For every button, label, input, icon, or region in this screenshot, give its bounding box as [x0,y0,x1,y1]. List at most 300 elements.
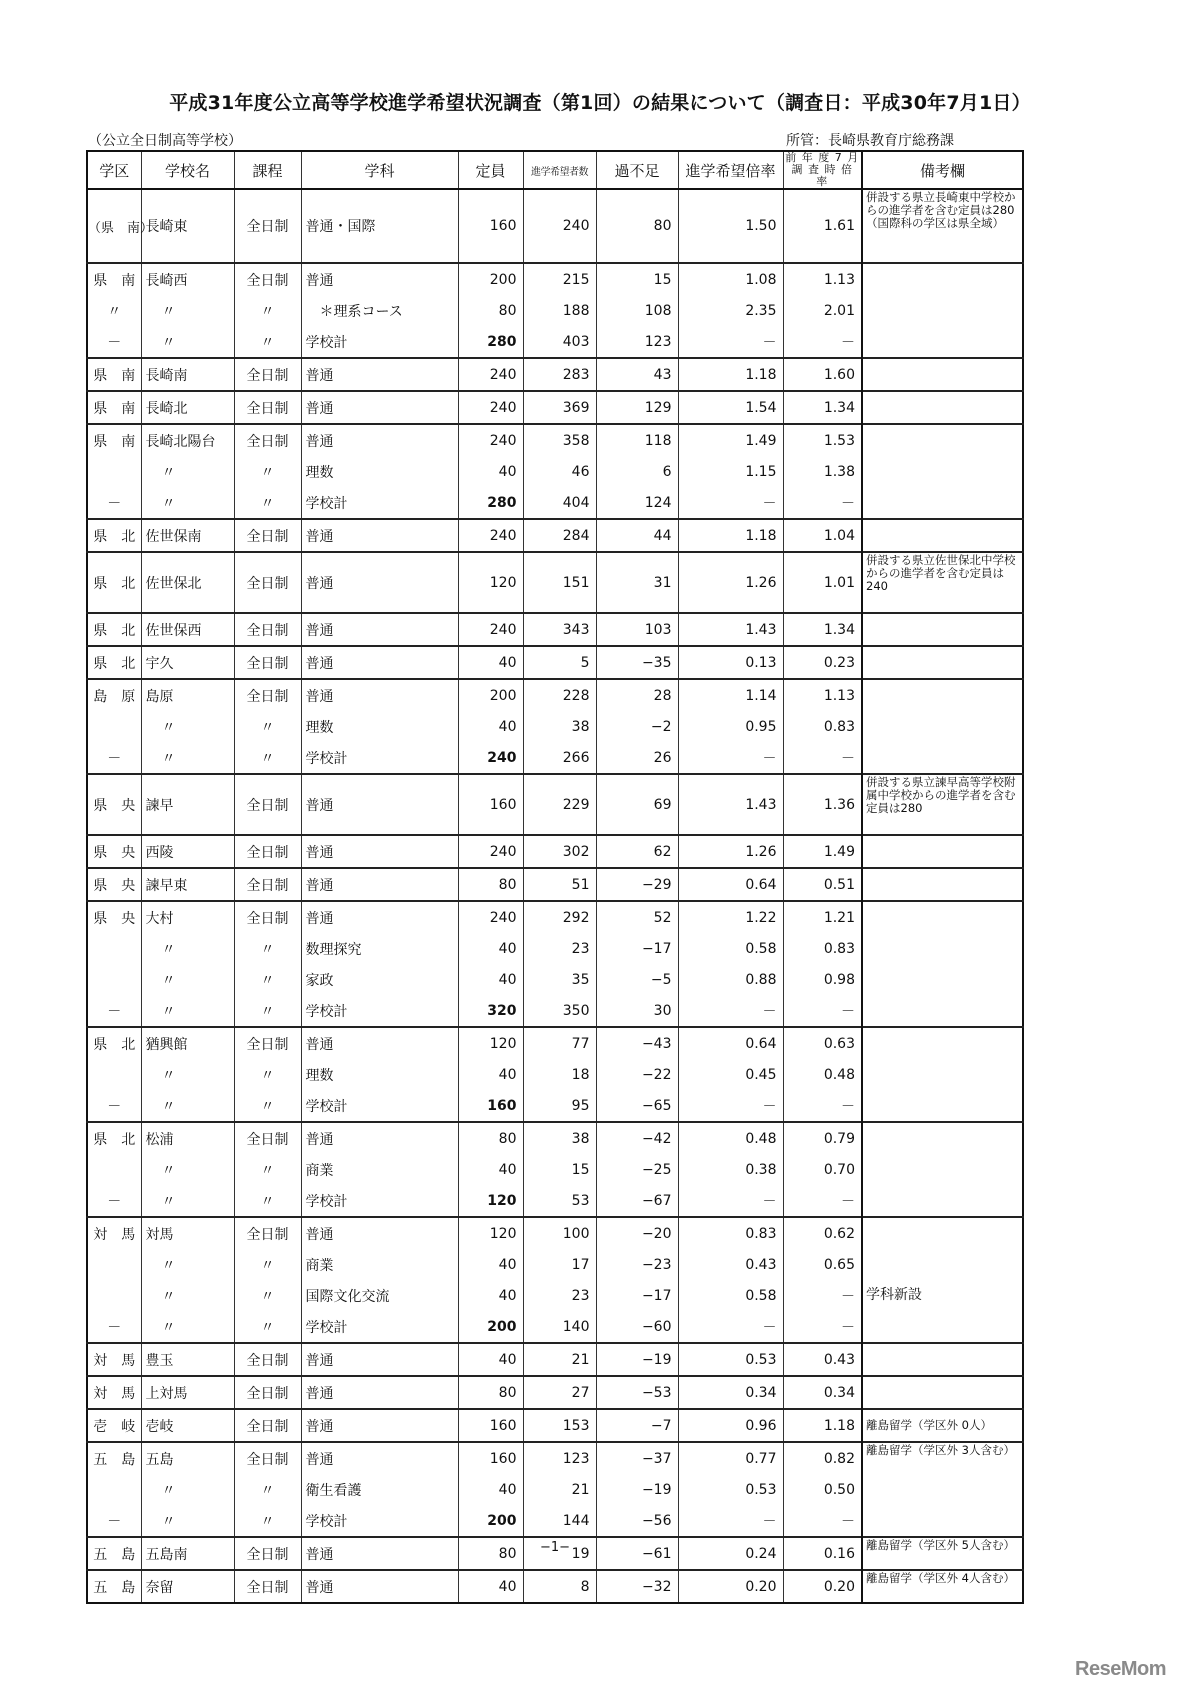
cell-school: 〃 [141,326,234,358]
cell-remarks [862,391,1023,424]
cell-difference: −17 [596,933,678,964]
cell-course: 〃 [234,1185,301,1217]
cell-district [87,964,141,995]
cell-previous-ratio: 0.82 [783,1442,862,1474]
cell-school: 長崎北陽台 [141,424,234,456]
results-table [86,150,1024,1604]
cell-difference: −19 [596,1343,678,1376]
cell-school: 〃 [141,1154,234,1185]
cell-difference: −29 [596,868,678,901]
table-row [87,646,1023,679]
cell-remarks [862,742,1023,774]
cell-district: 県 央 [87,868,141,901]
page-number: −1− [539,1540,571,1555]
cell-previous-ratio: 1.60 [783,358,862,391]
cell-difference: 123 [596,326,678,358]
header-department: 学科 [301,151,458,189]
cell-applicants: 8 [523,1570,596,1603]
cell-difference: 26 [596,742,678,774]
table-row [87,1442,1023,1474]
cell-school: 〃 [141,995,234,1027]
cell-ratio: 0.77 [678,1442,783,1474]
cell-district [87,1059,141,1090]
table-row [87,1217,1023,1249]
cell-applicants: 23 [523,933,596,964]
cell-course: 全日制 [234,1409,301,1442]
cell-school: 上対馬 [141,1376,234,1409]
table-row [87,1090,1023,1122]
cell-applicants: 240 [523,189,596,263]
cell-course: 全日制 [234,835,301,868]
cell-district: 五 島 [87,1442,141,1474]
table-row [87,711,1023,742]
cell-course: 〃 [234,1505,301,1537]
cell-ratio: 0.58 [678,1280,783,1311]
cell-district: 島 原 [87,679,141,711]
cell-applicants: 21 [523,1474,596,1505]
cell-previous-ratio: － [783,1311,862,1343]
cell-previous-ratio: 1.01 [783,552,862,613]
cell-ratio: 1.15 [678,456,783,487]
cell-course: 〃 [234,456,301,487]
table-row [87,1154,1023,1185]
cell-remarks [862,1249,1023,1280]
cell-district: 県 央 [87,901,141,933]
cell-difference: −61 [596,1537,678,1570]
cell-capacity: 160 [458,1090,523,1122]
cell-capacity: 40 [458,1249,523,1280]
cell-course: 〃 [234,1090,301,1122]
cell-district: 対 馬 [87,1343,141,1376]
cell-remarks [862,1027,1023,1059]
cell-previous-ratio: 1.34 [783,391,862,424]
cell-remarks: 併設する県立長崎東中学校からの進学者を含む定員は280（国際科の学区は県全域） [862,189,1023,263]
cell-district: （県 南） [87,189,141,263]
table-row [87,613,1023,646]
cell-course: 〃 [234,711,301,742]
cell-previous-ratio: 0.62 [783,1217,862,1249]
cell-remarks [862,456,1023,487]
cell-applicants: 53 [523,1185,596,1217]
cell-previous-ratio: 0.48 [783,1059,862,1090]
cell-capacity: 80 [458,868,523,901]
cell-remarks [862,679,1023,711]
cell-applicants: 404 [523,487,596,519]
cell-department: 国際文化交流 [301,1280,458,1311]
cell-department: 学校計 [301,995,458,1027]
cell-course: 全日制 [234,868,301,901]
cell-capacity: 280 [458,487,523,519]
cell-ratio: 0.34 [678,1376,783,1409]
cell-remarks [862,1154,1023,1185]
cell-difference: 52 [596,901,678,933]
cell-applicants: 343 [523,613,596,646]
cell-ratio: 1.26 [678,835,783,868]
cell-department: 普通 [301,358,458,391]
cell-school: 佐世保北 [141,552,234,613]
cell-school: 〃 [141,742,234,774]
cell-ratio: 1.43 [678,774,783,835]
cell-district: 県 北 [87,519,141,552]
header-previous-ratio-line1: 前 年 度 7 月 [785,151,860,164]
cell-difference: 80 [596,189,678,263]
cell-applicants: 123 [523,1442,596,1474]
cell-capacity: 160 [458,1442,523,1474]
cell-applicants: 100 [523,1217,596,1249]
cell-capacity: 240 [458,835,523,868]
cell-capacity: 80 [458,295,523,326]
cell-applicants: 77 [523,1027,596,1059]
cell-school: 〃 [141,456,234,487]
cell-difference: 103 [596,613,678,646]
cell-applicants: 21 [523,1343,596,1376]
cell-school: 奈留 [141,1570,234,1603]
cell-course: 全日制 [234,263,301,295]
cell-capacity: 200 [458,679,523,711]
cell-difference: −60 [596,1311,678,1343]
cell-school: 諫早東 [141,868,234,901]
cell-course: 全日制 [234,552,301,613]
cell-applicants: 19 [523,1537,596,1570]
cell-applicants: 95 [523,1090,596,1122]
cell-course: 全日制 [234,679,301,711]
cell-capacity: 160 [458,774,523,835]
cell-remarks [862,1376,1023,1409]
cell-previous-ratio: － [783,742,862,774]
cell-district: 県 北 [87,613,141,646]
cell-ratio: － [678,1311,783,1343]
cell-capacity: 40 [458,1280,523,1311]
cell-previous-ratio: 0.20 [783,1570,862,1603]
cell-course: 〃 [234,933,301,964]
cell-course: 〃 [234,326,301,358]
cell-capacity: 240 [458,519,523,552]
cell-district [87,1249,141,1280]
cell-school: 宇久 [141,646,234,679]
cell-department: 普通・国際 [301,189,458,263]
subtitle-department: 所管：長崎県教育庁総務課 [786,133,954,149]
cell-previous-ratio: 0.34 [783,1376,862,1409]
cell-course: 〃 [234,1311,301,1343]
cell-applicants: 292 [523,901,596,933]
cell-applicants: 188 [523,295,596,326]
cell-department: 普通 [301,1027,458,1059]
header-district: 学区 [87,151,141,189]
cell-department: 普通 [301,424,458,456]
cell-capacity: 240 [458,742,523,774]
cell-department: 学校計 [301,487,458,519]
cell-district: 県 南 [87,424,141,456]
cell-applicants: 5 [523,646,596,679]
cell-applicants: 140 [523,1311,596,1343]
header-difference: 過不足 [596,151,678,189]
cell-difference: −53 [596,1376,678,1409]
cell-remarks: 併設する県立佐世保北中学校からの進学者を含む定員は240 [862,552,1023,613]
cell-applicants: 23 [523,1280,596,1311]
cell-school: 〃 [141,711,234,742]
cell-course: 全日制 [234,646,301,679]
cell-applicants: 18 [523,1059,596,1090]
cell-course: 〃 [234,1154,301,1185]
cell-previous-ratio: 1.13 [783,263,862,295]
cell-course: 全日制 [234,1442,301,1474]
cell-capacity: 200 [458,1505,523,1537]
cell-school: 〃 [141,487,234,519]
cell-previous-ratio: 1.38 [783,456,862,487]
cell-district: － [87,995,141,1027]
cell-district: 県 北 [87,552,141,613]
cell-course: 全日制 [234,358,301,391]
cell-department: ＊理系コース [301,295,458,326]
cell-previous-ratio: 0.23 [783,646,862,679]
cell-difference: 28 [596,679,678,711]
table-row [87,1122,1023,1154]
cell-previous-ratio: 0.16 [783,1537,862,1570]
cell-applicants: 51 [523,868,596,901]
header-ratio: 進学希望倍率 [678,151,783,189]
cell-district: 県 南 [87,263,141,295]
cell-ratio: 1.18 [678,358,783,391]
cell-course: 全日制 [234,1537,301,1570]
cell-course: 全日制 [234,1122,301,1154]
cell-course: 全日制 [234,519,301,552]
cell-school: 西陵 [141,835,234,868]
header-capacity: 定員 [458,151,523,189]
cell-ratio: － [678,742,783,774]
cell-course: 全日制 [234,901,301,933]
cell-school: 〃 [141,1280,234,1311]
cell-capacity: 120 [458,1185,523,1217]
cell-course: 〃 [234,742,301,774]
cell-remarks [862,1059,1023,1090]
table-row [87,295,1023,326]
cell-department: 衛生看護 [301,1474,458,1505]
cell-ratio: 1.08 [678,263,783,295]
cell-capacity: 80 [458,1537,523,1570]
cell-capacity: 40 [458,1154,523,1185]
cell-ratio: 0.96 [678,1409,783,1442]
cell-capacity: 200 [458,1311,523,1343]
cell-district: 県 南 [87,391,141,424]
table-row [87,1376,1023,1409]
cell-previous-ratio: 0.83 [783,711,862,742]
cell-capacity: 160 [458,189,523,263]
cell-school: 豊玉 [141,1343,234,1376]
cell-remarks [862,1311,1023,1343]
cell-capacity: 80 [458,1376,523,1409]
cell-ratio: 0.64 [678,1027,783,1059]
cell-district [87,1280,141,1311]
cell-school: 〃 [141,933,234,964]
cell-difference: 129 [596,391,678,424]
cell-district [87,933,141,964]
cell-ratio: 1.43 [678,613,783,646]
cell-applicants: 17 [523,1249,596,1280]
cell-ratio: － [678,995,783,1027]
cell-department: 理数 [301,1059,458,1090]
cell-course: 全日制 [234,189,301,263]
cell-difference: −5 [596,964,678,995]
cell-department: 普通 [301,613,458,646]
cell-capacity: 40 [458,1474,523,1505]
table-row [87,901,1023,933]
cell-applicants: 369 [523,391,596,424]
cell-ratio: 0.53 [678,1474,783,1505]
table-row [87,358,1023,391]
cell-department: 普通 [301,774,458,835]
cell-ratio: － [678,1185,783,1217]
cell-capacity: 200 [458,263,523,295]
cell-capacity: 240 [458,424,523,456]
table-row [87,1343,1023,1376]
cell-difference: −32 [596,1570,678,1603]
cell-course: 全日制 [234,1217,301,1249]
cell-district: － [87,326,141,358]
cell-difference: 43 [596,358,678,391]
header-school: 学校名 [141,151,234,189]
header-remarks: 備考欄 [862,151,1023,189]
cell-school: 長崎南 [141,358,234,391]
cell-school: 〃 [141,1311,234,1343]
table-row [87,391,1023,424]
cell-difference: 31 [596,552,678,613]
header-row [87,151,1023,189]
cell-course: 全日制 [234,1376,301,1409]
table-row [87,1249,1023,1280]
cell-department: 普通 [301,1537,458,1570]
cell-district: 壱 岐 [87,1409,141,1442]
subtitle-school-type: （公立全日制高等学校） [88,133,242,149]
cell-department: 普通 [301,1217,458,1249]
cell-remarks [862,358,1023,391]
cell-department: 普通 [301,391,458,424]
cell-ratio: 0.64 [678,868,783,901]
cell-ratio: 1.14 [678,679,783,711]
table-row [87,1474,1023,1505]
cell-remarks: 離島留学（学区外 5人含む） [862,1537,1023,1570]
table-row [87,868,1023,901]
cell-course: 全日制 [234,424,301,456]
cell-difference: 44 [596,519,678,552]
cell-applicants: 229 [523,774,596,835]
cell-applicants: 153 [523,1409,596,1442]
cell-previous-ratio: 1.49 [783,835,862,868]
cell-remarks [862,1090,1023,1122]
table-row [87,742,1023,774]
cell-remarks [862,711,1023,742]
cell-ratio: 0.83 [678,1217,783,1249]
cell-district [87,1474,141,1505]
cell-capacity: 280 [458,326,523,358]
cell-previous-ratio: 0.65 [783,1249,862,1280]
cell-department: 普通 [301,835,458,868]
table-row [87,263,1023,295]
cell-applicants: 151 [523,552,596,613]
cell-course: 〃 [234,995,301,1027]
cell-remarks [862,933,1023,964]
cell-previous-ratio: 1.21 [783,901,862,933]
cell-district: － [87,742,141,774]
cell-school: 五島 [141,1442,234,1474]
cell-previous-ratio: 1.61 [783,189,862,263]
cell-previous-ratio: 1.13 [783,679,862,711]
cell-previous-ratio: － [783,1090,862,1122]
cell-difference: 6 [596,456,678,487]
cell-applicants: 144 [523,1505,596,1537]
cell-previous-ratio: 1.34 [783,613,862,646]
page-title: 平成31年度公立高等学校進学希望状況調査（第1回）の結果について（調査日：平成30年7月1日） [169,92,1031,114]
cell-district: 五 島 [87,1570,141,1603]
cell-school: 〃 [141,1059,234,1090]
cell-previous-ratio: 1.04 [783,519,862,552]
cell-district [87,456,141,487]
cell-difference: −22 [596,1059,678,1090]
cell-ratio: 1.54 [678,391,783,424]
cell-remarks [862,1185,1023,1217]
cell-course: 〃 [234,487,301,519]
cell-capacity: 40 [458,646,523,679]
cell-difference: −65 [596,1090,678,1122]
cell-school: 佐世保南 [141,519,234,552]
cell-department: 理数 [301,456,458,487]
cell-difference: −17 [596,1280,678,1311]
cell-district: － [87,1311,141,1343]
cell-department: 普通 [301,646,458,679]
cell-ratio: 0.53 [678,1343,783,1376]
cell-applicants: 350 [523,995,596,1027]
cell-school: 長崎東 [141,189,234,263]
cell-previous-ratio: 0.43 [783,1343,862,1376]
cell-remarks: 離島留学（学区外 4人含む） [862,1570,1023,1603]
cell-department: 普通 [301,552,458,613]
cell-remarks [862,519,1023,552]
cell-capacity: 80 [458,1122,523,1154]
cell-difference: −7 [596,1409,678,1442]
cell-course: 〃 [234,295,301,326]
table-row [87,456,1023,487]
cell-course: 〃 [234,1280,301,1311]
cell-remarks [862,1217,1023,1249]
cell-applicants: 358 [523,424,596,456]
cell-remarks: 離島留学（学区外 0人） [862,1409,1023,1442]
cell-course: 〃 [234,1474,301,1505]
cell-difference: −35 [596,646,678,679]
cell-department: 普通 [301,263,458,295]
cell-department: 普通 [301,1409,458,1442]
cell-previous-ratio: － [783,995,862,1027]
cell-remarks [862,487,1023,519]
cell-ratio: 0.45 [678,1059,783,1090]
cell-school: 〃 [141,1505,234,1537]
cell-department: 普通 [301,1570,458,1603]
cell-applicants: 27 [523,1376,596,1409]
cell-capacity: 320 [458,995,523,1027]
cell-ratio: 1.49 [678,424,783,456]
cell-department: 理数 [301,711,458,742]
cell-capacity: 40 [458,1343,523,1376]
cell-applicants: 15 [523,1154,596,1185]
cell-ratio: 0.43 [678,1249,783,1280]
cell-ratio: － [678,1505,783,1537]
cell-remarks [862,295,1023,326]
cell-previous-ratio: － [783,1185,862,1217]
cell-department: 普通 [301,1122,458,1154]
cell-difference: 15 [596,263,678,295]
header-course: 課程 [234,151,301,189]
cell-applicants: 403 [523,326,596,358]
cell-remarks [862,868,1023,901]
table-row [87,189,1023,263]
